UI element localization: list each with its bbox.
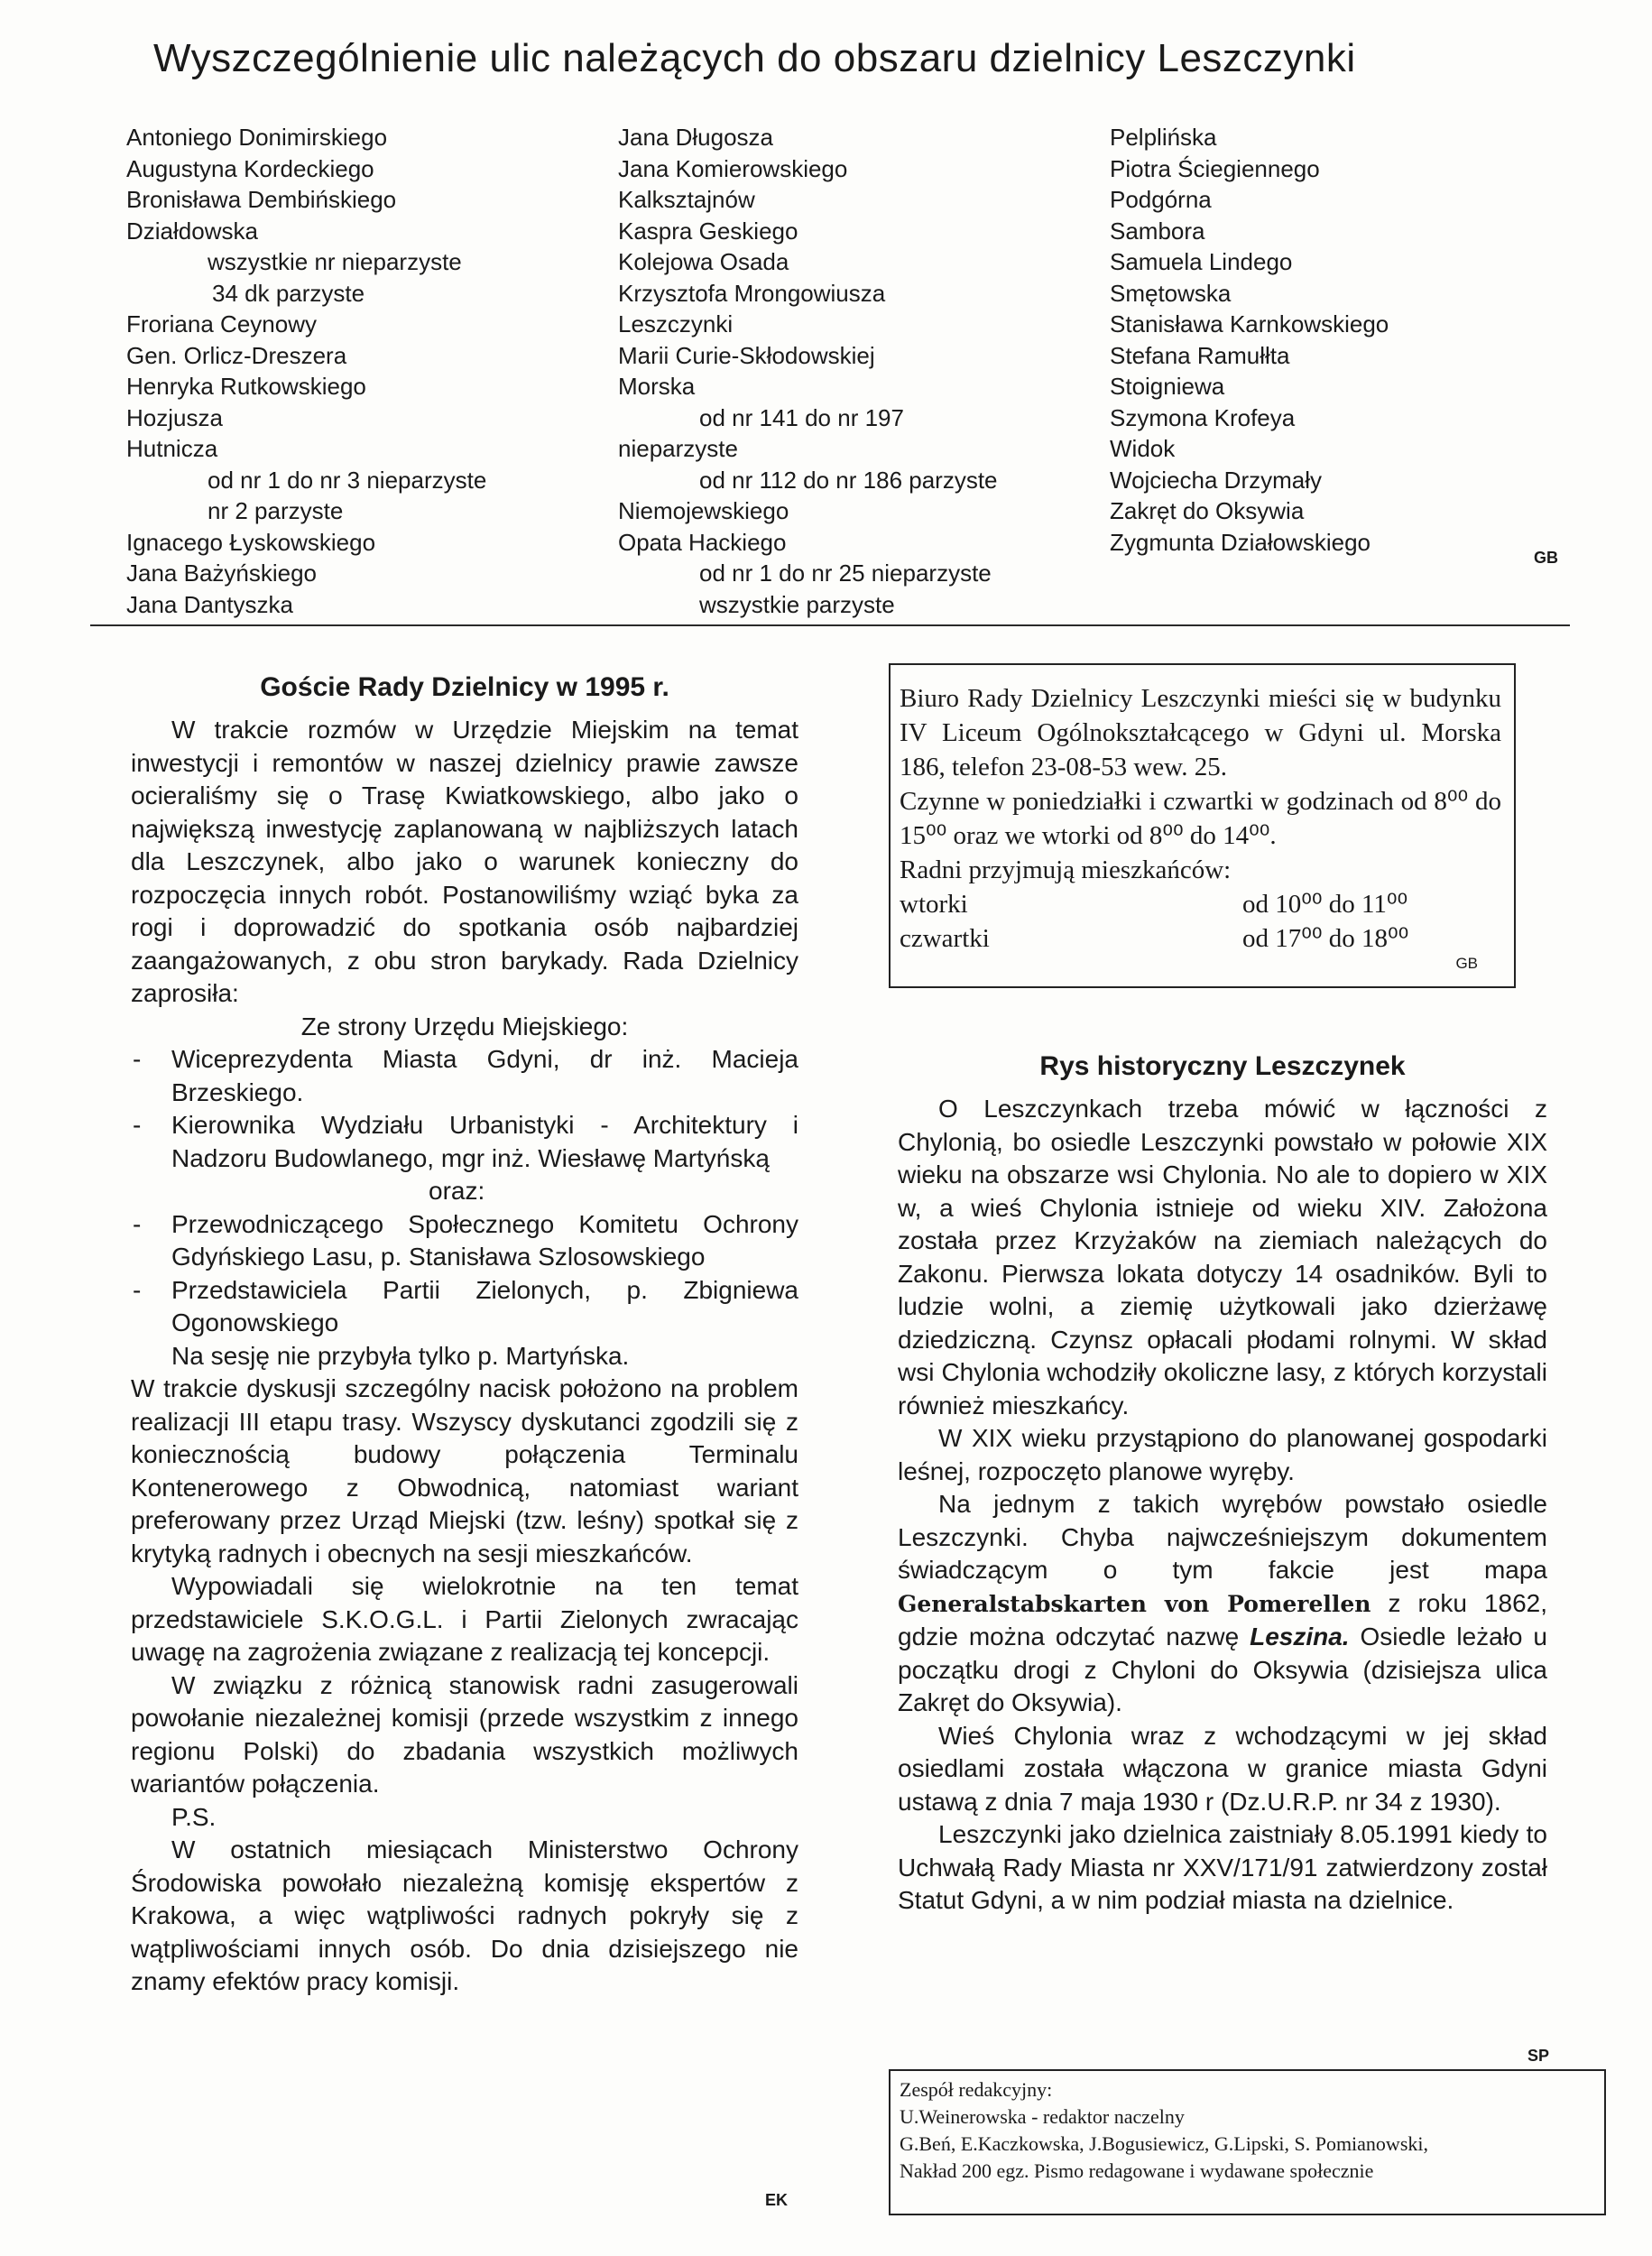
duty-day: wtorki (900, 890, 968, 919)
street-item: Smętowska (1110, 279, 1232, 307)
guests-signature: EK (765, 2191, 789, 2209)
editorial-circulation: Nakład 200 egz. Pismo redagowane i wydawane społecznie (900, 2159, 1374, 2182)
street-item: Stoigniewa (1110, 373, 1225, 400)
street-item: Wojciecha Drzymały (1110, 466, 1323, 494)
history-heading: Rys historyczny Leszczynek (1039, 1051, 1406, 1081)
street-item: Antoniego Donimirskiego (126, 124, 388, 151)
street-item: Marii Curie-Skłodowskiej (618, 341, 875, 369)
editorial-heading: Zespół redakcyjny: (900, 2078, 1053, 2101)
duty-time: od 17⁰⁰ do 18⁰⁰ (1242, 924, 1409, 953)
editorial-members: G.Beń, E.Kaczkowska, J.Bogusiewicz, G.Lipski, S. Pomianowski, (900, 2132, 1428, 2155)
street-item: Ignacego Łyskowskiego (126, 528, 376, 556)
list-item: - Kierownika Wydziału Urbanistyki - Architektury i Nadzoru Budowlanego, mgr inż. Wiesławę Martyńską (131, 1109, 798, 1175)
street-item: Augustyna Kordeckiego (126, 154, 374, 182)
guests-paragraph: W związku z różnicą stanowisk radni zasugerowali powołanie niezależnej komisji (przede wszystkim z innego regionu Polski) do zbadania wszystkich możliwych wariantów połączenia. (131, 1670, 798, 1798)
street-item: Kolejowa Osada (618, 248, 789, 275)
section-divider (90, 624, 1570, 626)
street-item: Krzysztofa Mrongowiusza (618, 279, 886, 307)
street-item: Froriana Ceynowy (126, 310, 317, 337)
street-item: nieparzyste (618, 435, 738, 462)
guests-ps: P.S. (171, 1802, 217, 1831)
street-item: Piotra Ściegiennego (1110, 154, 1320, 182)
place-name: Leszina. (1250, 1623, 1350, 1650)
duty-row (900, 921, 1501, 956)
editorial-editor: U.Weinerowska - redaktor naczelny (900, 2105, 1185, 2128)
street-item: Morska (618, 373, 696, 400)
article-history (898, 1051, 1547, 1918)
history-paragraph: W XIX wieku przystąpiono do planowanej gospodarki leśnej, rozpoczęto planowe wyręby. (898, 1424, 1547, 1485)
street-item: Jana Bażyńskiego (126, 559, 318, 587)
list-item: - Przedstawiciela Partii Zielonych, p. Zbigniewa Ogonowskiego (131, 1274, 798, 1340)
street-item: Hozjusza (126, 403, 223, 431)
duty-row (900, 887, 1501, 921)
street-item: Kaspra Geskiego (618, 217, 798, 245)
guests-list-other (131, 1208, 798, 1340)
street-item: Hutnicza (126, 435, 218, 462)
guests-paragraph: W trakcie rozmów w Urzędzie Miejskim na temat inwestycji i remontów w naszej dzielnicy prawie zawsze ocieraliśmy się o Trasę Kwiatkowskiego, albo jako o największą inwestycję zaplanowaną w najbliższych latach dla Leszczynek, albo jako o warunek konieczny do rozpoczęcia innych robót. Postanowiliśmy wziąć byka za rogi i doprowadzić do spotkania osób najbardziej zaangażowanych, z obu stron barykady. Rada Dzielnicy zaprosiła: (131, 716, 798, 1007)
street-item: Bronisława Dembińskiego (126, 186, 397, 213)
history-text: Osiedle leżało u początku drogi z Chyloni do Oksywia (dzisiejsza ulica Zakręt do Oksywia). (898, 1623, 1547, 1716)
street-item: od nr 1 do nr 25 nieparzyste (699, 559, 992, 587)
office-info-box (889, 663, 1516, 988)
street-item: Zygmunta Działowskiego (1110, 528, 1371, 556)
street-item: od nr 1 do nr 3 nieparzyste (208, 466, 487, 494)
street-item: nr 2 parzyste (208, 497, 344, 524)
history-paragraph (898, 1488, 1547, 1720)
street-item: Szymona Krofeya (1110, 403, 1296, 431)
guests-subheading: Ze strony Urzędu Miejskiego: (300, 1012, 629, 1040)
guests-paragraph: W trakcie dyskusji szczególny nacisk położono na problem realizacji III etapu trasy. Wszyscy dyskutanci zgodzili się z koniecznością budowy połączenia Terminalu Kontenerowego z Obwodnicą, natomiast wariant preferowany przez Urząd Miejski (tzw. leśny) spotkał się z krytyką radnych i obecnych na sesji mieszkańców. (131, 1374, 798, 1567)
editorial-box (889, 2069, 1606, 2215)
duty-time: od 10⁰⁰ do 11⁰⁰ (1242, 890, 1408, 919)
street-item: Widok (1110, 435, 1176, 462)
street-list-col3 (1110, 122, 1389, 558)
street-item: Jana Długosza (618, 124, 773, 151)
street-item: Stanisława Karnkowskiego (1110, 310, 1389, 337)
street-item: Podgórna (1110, 186, 1212, 213)
street-item: Działdowska (126, 217, 258, 245)
office-hours: Czynne w poniedziałki i czwartki w godzinach od 8⁰⁰ do 15⁰⁰ oraz we wtorki od 8⁰⁰ do 14⁰⁰. (900, 787, 1501, 850)
article-guests (131, 672, 798, 1999)
street-item: Niemojewskiego (618, 497, 789, 524)
list-item: - Wiceprezydenta Miasta Gdyni, dr inż. Macieja Brzeskiego. (131, 1043, 798, 1109)
page-title: Wyszczególnienie ulic należących do obszaru dzielnicy Leszczynki (153, 36, 1356, 80)
guests-paragraph: Na sesję nie przybyła tylko p. Martyńska. (171, 1341, 630, 1370)
street-item: Kalksztajnów (618, 186, 755, 213)
street-item: Gen. Orlicz-Dreszera (126, 341, 347, 369)
history-paragraph: Wieś Chylonia wraz z wchodzącymi w jej skład osiedlami została włączona w granice miasta Gdyni ustawą z dnia 7 maja 1930 r (Dz.U.R.P. nr 34 z 1930). (898, 1721, 1547, 1816)
street-item: Henryka Rutkowskiego (126, 373, 366, 400)
street-item: Jana Komierowskiego (618, 154, 848, 182)
street-item: od nr 112 do nr 186 parzyste (699, 466, 998, 494)
history-paragraph: Leszczynki jako dzielnica zaistniały 8.05.1991 kiedy to Uchwałą Rady Miasta nr XXV/171/91 zatwierdzony został Statut Gdyni, a w nim podział miasta na dzielnice. (898, 1820, 1547, 1914)
duty-day: czwartki (900, 924, 990, 953)
guests-list-office (131, 1043, 798, 1175)
street-item: 34 dk parzyste (212, 279, 365, 307)
street-item: Opata Hackiego (618, 528, 787, 556)
street-list-col2 (618, 122, 998, 620)
street-item: wszystkie parzyste (699, 590, 895, 618)
guests-paragraph: Wypowiadali się wielokrotnie na ten temat przedstawiciele S.K.O.G.L. i Partii Zielonych zwracając uwagę na zagrożenia związane z realizacją tej koncepcji. (131, 1572, 798, 1666)
street-item: Samuela Lindego (1110, 248, 1293, 275)
street-item: Pelplińska (1110, 124, 1217, 151)
office-duty-heading: Radni przyjmują mieszkańców: (900, 855, 1232, 884)
street-item: Leszczynki (618, 310, 734, 337)
street-item: od nr 141 do nr 197 (699, 403, 904, 431)
street-item: Jana Dantyszka (126, 590, 293, 618)
history-signature: SP (1527, 2047, 1550, 2065)
guests-paragraph: W ostatnich miesiącach Ministerstwo Ochrony Środowiska powołało niezależną komisję ekspertów z Krakowa, a więc wątpliwości radnych pokryły się z wątpliwościami innych osób. Do dnia dzisiejszego nie znamy efektów pracy komisji. (131, 1835, 798, 1995)
map-title: Generalstabskarten von Pomerellen (898, 1590, 1371, 1617)
office-box-signature: GB (1455, 955, 1478, 972)
office-address: Biuro Rady Dzielnicy Leszczynki mieści się w budynku IV Liceum Ogólnokształcącego w Gdyni ul. Morska 186, telefon 23-08-53 wew. 25. (900, 684, 1501, 781)
history-text: Na jednym z takich wyrębów powstało osiedle Leszczynki. Chyba najwcześniejszym dokumentem świadczącym o tym fakcie jest mapa (898, 1490, 1547, 1584)
guests-heading: Goście Rady Dzielnicy w 1995 r. (260, 672, 669, 702)
list-item: - Przewodniczącego Społecznego Komitetu Ochrony Gdyńskiego Lasu, p. Stanisława Szlosowskiego (131, 1208, 798, 1274)
guests-oraz: oraz: (429, 1177, 485, 1205)
street-item: Stefana Ramułłta (1110, 341, 1290, 369)
streets-signature: GB (1534, 549, 1558, 567)
street-item: wszystkie nr nieparzyste (208, 248, 462, 275)
history-paragraph: O Leszczynkach trzeba mówić w łączności z Chylonią, bo osiedle Leszczynki powstało w połowie XIX wieku na obszarze wsi Chylonia. No ale to dopiero w XIX w, a wieś Chylonia istnieje od wieku XIV. Założona została przez Krzyżaków na ziemiach należących do Zakonu. Pierwsza lokata dotyczy 14 osadników. Byli to ludzie wolni, a ziemię użytkowali jako dzierżawę dziedziczną. Czynsz opłacali płodami rolnymi. W skład wsi Chylonia wchodziły okoliczne lasy, z których korzystali również mieszkańcy. (898, 1095, 1547, 1419)
street-list-col1 (126, 122, 486, 620)
street-item: Sambora (1110, 217, 1205, 245)
street-item: Zakręt do Oksywia (1110, 497, 1305, 524)
history-text: z roku 1862, gdzie można odczytać nazwę (898, 1588, 1547, 1650)
